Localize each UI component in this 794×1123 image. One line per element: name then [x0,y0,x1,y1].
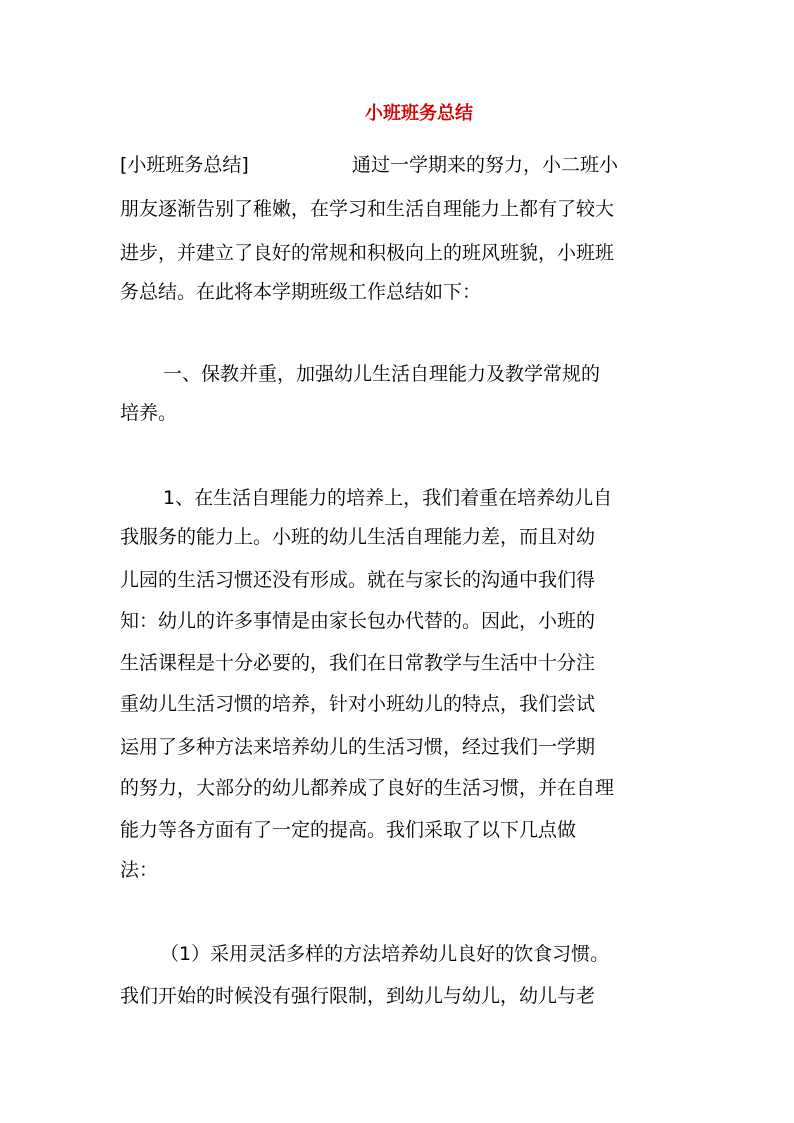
paragraph-line: （1）采用灵活多样的方法培养幼儿良好的饮食习惯。 [160,943,610,965]
paragraph-line: 生活课程是十分必要的，我们在日常教学与生活中十分注 [120,652,596,674]
section-heading-line: 一、保教并重，加强幼儿生活自理能力及教学常规的 [163,363,601,385]
paragraph-line: 重幼儿生活习惯的培养，针对小班幼儿的特点，我们尝试 [120,693,596,715]
paragraph-line: 1、在生活自理能力的培养上，我们着重在培养幼儿自 [163,487,613,509]
paragraph-line: 运用了多种方法来培养幼儿的生活习惯，经过我们一学期 [120,736,596,758]
paragraph-line: 务总结。在此将本学期班级工作总结如下： [120,281,482,303]
paragraph-line [120,145,680,185]
paragraph-line: 我们开始的时候没有强行限制，到幼儿与幼儿，幼儿与老 [120,985,596,1007]
paragraph-line: 我服务的能力上。小班的幼儿生活自理能力差，而且对幼 [120,526,596,548]
document-title: 小班班务总结 [365,103,473,124]
paragraph-line: 进步，并建立了良好的常规和积极向上的班风班貌，小班班 [120,242,615,264]
paragraph-line: 法： [120,859,159,881]
section-heading-line: 培养。 [120,402,178,424]
paragraph-line: 儿园的生活习惯还没有形成。就在与家长的沟通中我们得 [120,569,596,591]
intro-tag: [小班班务总结] [120,154,249,176]
paragraph-line: 能力等各方面有了一定的提高。我们采取了以下几点做 [120,819,577,841]
paragraph-line: 知：幼儿的许多事情是由家长包办代替的。因此，小班的 [120,610,596,632]
paragraph-line: 的努力，大部分的幼儿都养成了良好的生活习惯，并在自理 [120,777,615,799]
paragraph-line: 朋友逐渐告别了稚嫩，在学习和生活自理能力上都有了较大 [120,198,615,220]
paragraph-text: 通过一学期来的努力，小二班小 [352,154,619,176]
